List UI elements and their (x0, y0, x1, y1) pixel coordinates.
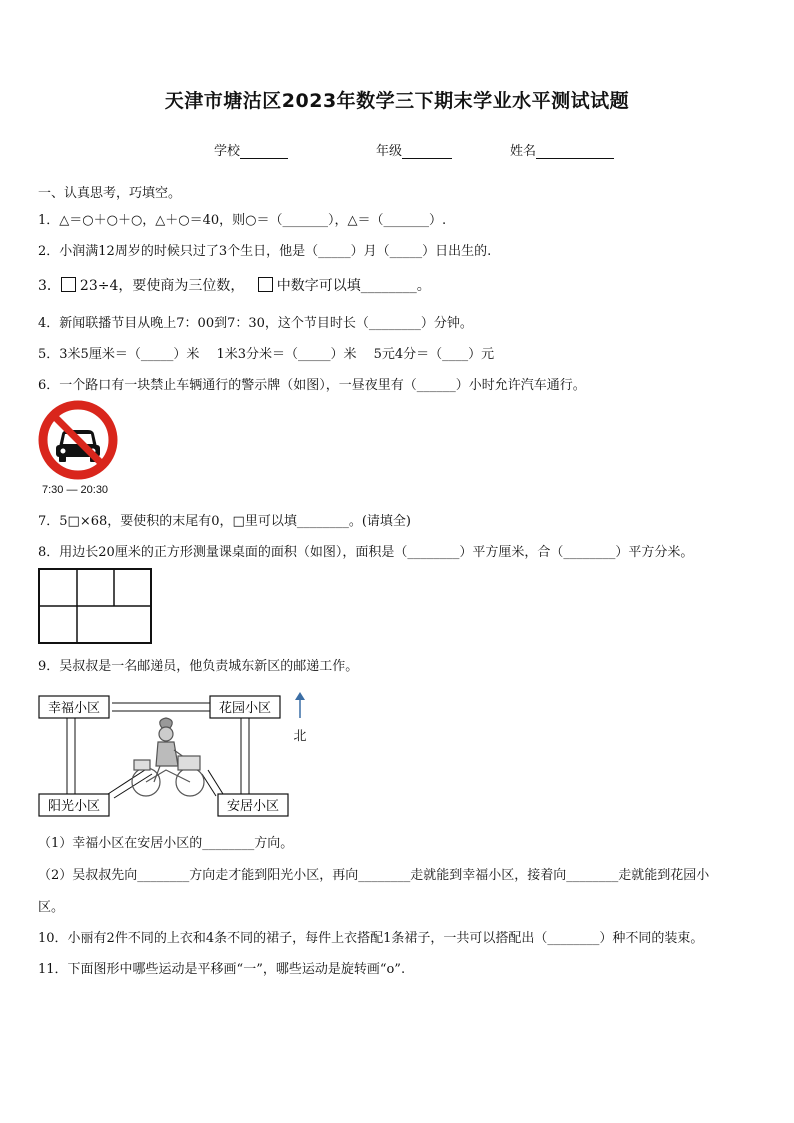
digit-box (258, 277, 273, 292)
question-8: 8．用边长20厘米的正方形测量课桌面的面积（如图），面积是（________）平方厘米，合（________）平方分米。 (38, 545, 694, 560)
school-label: 学校 (214, 144, 241, 159)
delivery-map (38, 690, 294, 824)
map-label-se: 安居小区 (226, 799, 280, 814)
question-9: 9．吴叔叔是一名邮递员，他负责城东新区的邮递工作。 (38, 659, 359, 674)
question-9-2: （2）吴叔叔先向________方向走才能到阳光小区，再向________走就能到幸福小区，接着向________走就能到花园小 (38, 868, 710, 883)
question-7: 7．5□×68，要使积的末尾有0，□里可以填________。(请填全) (38, 514, 411, 529)
square-tiles-diagram (38, 568, 154, 646)
map-label-nw: 幸福小区 (47, 701, 101, 716)
question-3-part1: 23÷4，要使商为三位数， (79, 278, 245, 294)
grade-label: 年级 (376, 144, 403, 159)
digit-box (61, 277, 76, 292)
question-3-part2: 中数字可以填________。 (276, 278, 431, 294)
grade-blank[interactable] (402, 144, 452, 159)
question-6: 6．一个路口有一块禁止车辆通行的警示牌（如图），一昼夜里有（______）小时允许汽车通行。 (38, 378, 586, 393)
question-10: 10．小丽有2件不同的上衣和4条不同的裙子，每件上衣搭配1条裙子，一共可以搭配出（________）种不同的装束。 (38, 931, 704, 946)
question-9-2-cont: 区。 (38, 900, 65, 915)
map-label-sw: 阳光小区 (47, 799, 101, 814)
question-2: 2．小润满12周岁的时候只过了3个生日，他是（_____）月（_____）日出生的. (38, 244, 492, 259)
question-11: 11．下面图形中哪些运动是平移画“一”，哪些运动是旋转画“o”. (38, 962, 406, 977)
question-3 (38, 275, 431, 295)
school-field (214, 140, 288, 159)
question-9-1: （1）幸福小区在安居小区的________方向。 (38, 836, 294, 851)
question-5: 5．3米5厘米＝（_____）米 1米3分米＝（_____）米 5元4分＝（____）元 (38, 347, 495, 362)
desk-grid-figure (38, 568, 154, 650)
question-3-number: 3． (38, 278, 61, 294)
sign-time-label: 7:30 — 20:30 (42, 484, 109, 496)
no-cars-sign (38, 400, 118, 480)
name-field (510, 140, 614, 159)
name-blank[interactable] (536, 144, 614, 159)
north-arrow-icon (288, 690, 312, 746)
north-label: 北 (293, 729, 307, 744)
section-heading: 一、认真思考，巧填空。 (38, 186, 182, 201)
school-blank[interactable] (240, 144, 288, 159)
grade-field (376, 140, 452, 159)
name-label: 姓名 (510, 144, 537, 159)
map-label-ne: 花园小区 (218, 701, 272, 716)
delivery-map-diagram (38, 690, 294, 820)
question-4: 4．新闻联播节目从晚上7：00到7：30，这个节目时长（________）分钟。 (38, 316, 473, 331)
no-cars-sign-icon (38, 400, 118, 480)
page-title: 天津市塘沽区2023年数学三下期末学业水平测试试题 (164, 90, 630, 112)
question-1: 1．△＝○＋○＋○，△＋○＝40，则○＝（_______），△＝（_______）. (38, 213, 447, 228)
north-indicator (288, 690, 312, 750)
postman-illustration (132, 718, 204, 796)
